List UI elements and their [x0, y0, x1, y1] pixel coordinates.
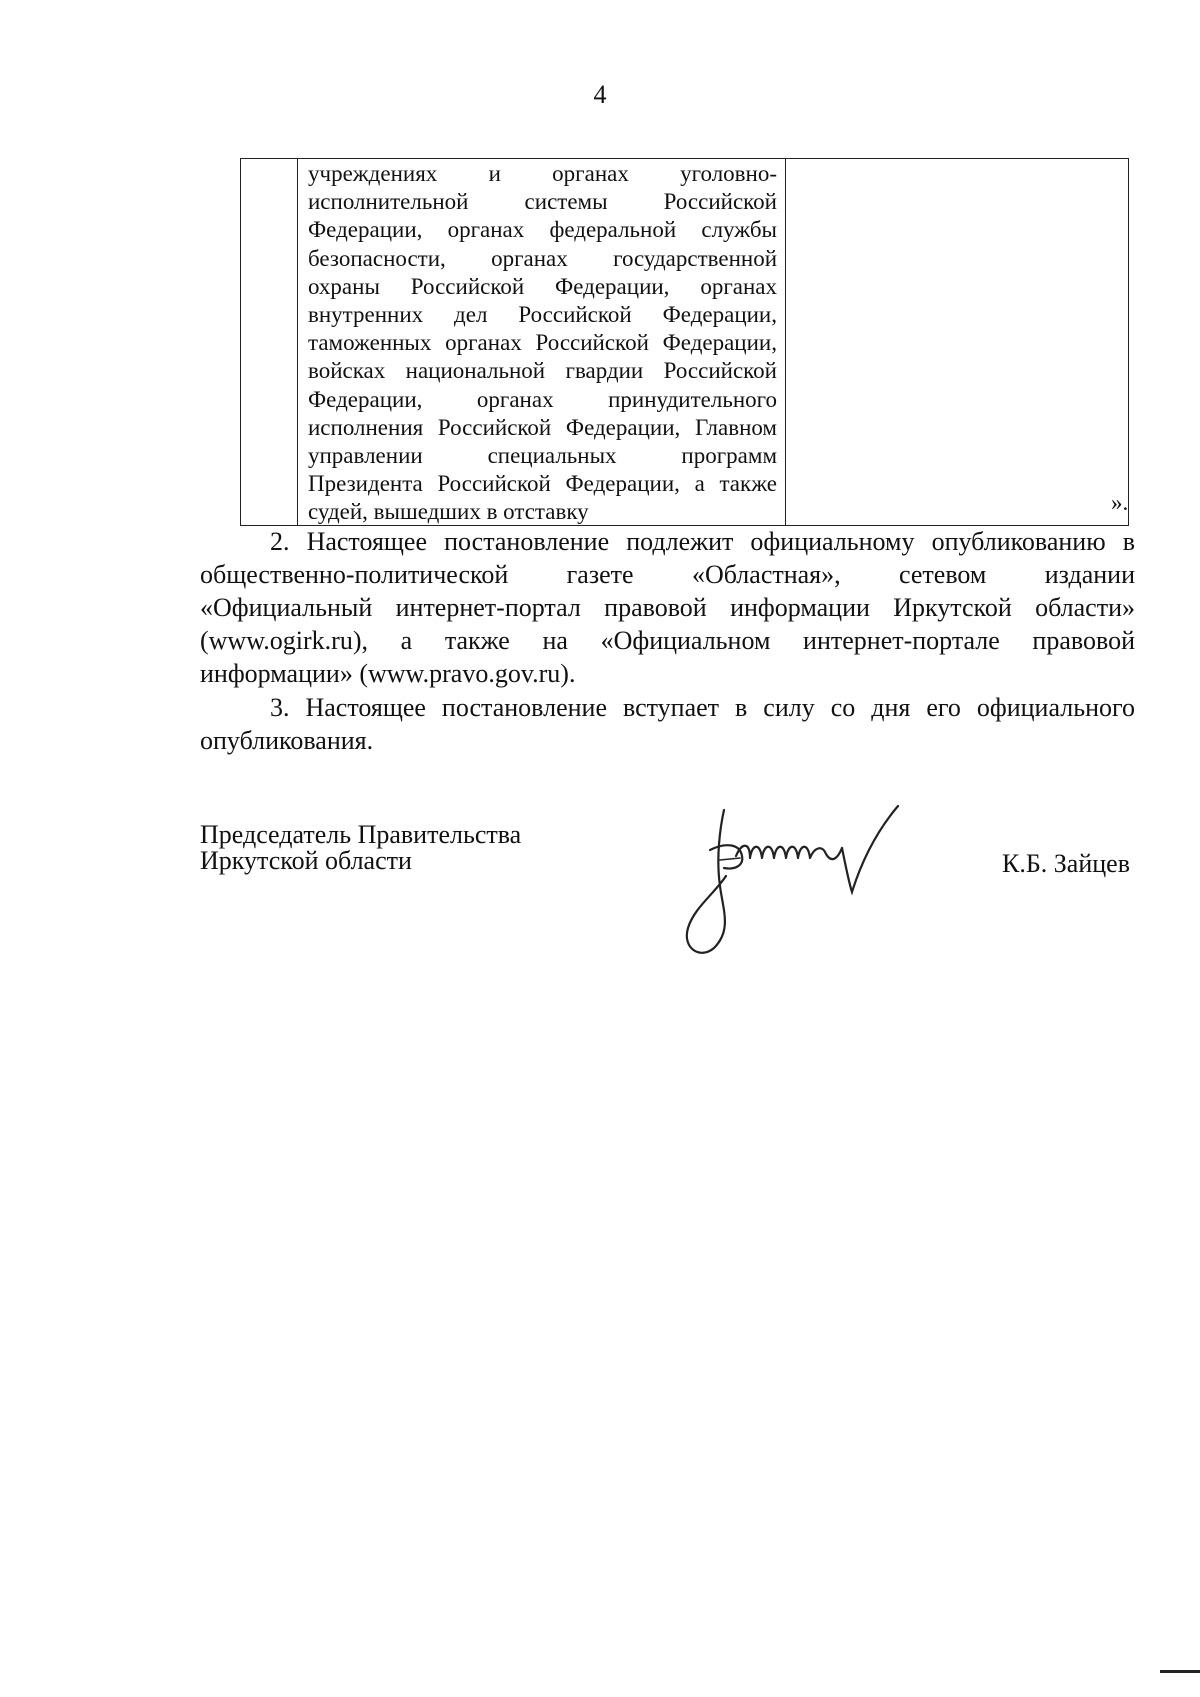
- paragraph-line: общественно-политической газете «Областная», сетевом издании: [200, 560, 1135, 589]
- handwritten-signature: [680, 798, 940, 958]
- table-fragment: [240, 158, 1129, 526]
- table-text-line: таможенных органах Российской Федерации,: [308, 330, 777, 356]
- table-text-line: управлении специальных программ: [308, 442, 777, 468]
- signer-title: [200, 822, 521, 874]
- table-text-line: безопасности, органах государственной: [308, 245, 777, 271]
- paragraph-publication: [200, 525, 1135, 690]
- table-number-cell: [241, 159, 298, 525]
- table-empty-cell: [786, 159, 1128, 525]
- table-text-cell: [298, 159, 786, 525]
- paragraph-line: 3. Настоящее постановление вступает в силу со дня его официального: [270, 693, 1135, 722]
- table-text-line: внутренних дел Российской Федерации,: [308, 301, 777, 327]
- table-text-line: Президента Российской Федерации, а также: [308, 471, 777, 497]
- paragraph-line: (www.ogirk.ru), а также на «Официальном интернет-портале правовой: [200, 626, 1135, 655]
- signer-title-line: Иркутской области: [200, 846, 412, 875]
- paragraph-line: информации» (www.pravo.gov.ru).: [200, 659, 576, 688]
- signer-name: К.Б. Зайцев: [1002, 849, 1130, 878]
- paragraph-line: 2. Настоящее постановление подлежит официальному опубликованию в: [270, 527, 1135, 556]
- paragraph-line: «Официальный интернет-портал правовой информации Иркутской области»: [200, 593, 1135, 622]
- table-text-line: охраны Российской Федерации, органах: [308, 273, 777, 299]
- table-text-line: войсках национальной гвардии Российской: [308, 358, 777, 384]
- scan-edge-mark: [1160, 1670, 1200, 1673]
- table-text-line: исполнительной системы Российской: [308, 189, 777, 215]
- table-text-line: судей, вышедших в отставку: [308, 499, 589, 525]
- signer-title-line: Председатель Правительства: [200, 820, 522, 849]
- table-text-line: учреждениях и органах уголовно-: [308, 161, 777, 186]
- paragraph-line: опубликования.: [200, 726, 374, 755]
- closing-quote: ».: [1111, 490, 1129, 515]
- table-text-line: Федерации, органах федеральной службы: [308, 217, 777, 243]
- table-text-line: исполнения Российской Федерации, Главном: [308, 414, 777, 440]
- page-number: 4: [593, 80, 607, 109]
- table-text-line: Федерации, органах принудительного: [308, 386, 777, 412]
- paragraph-effective-date: [200, 691, 1135, 757]
